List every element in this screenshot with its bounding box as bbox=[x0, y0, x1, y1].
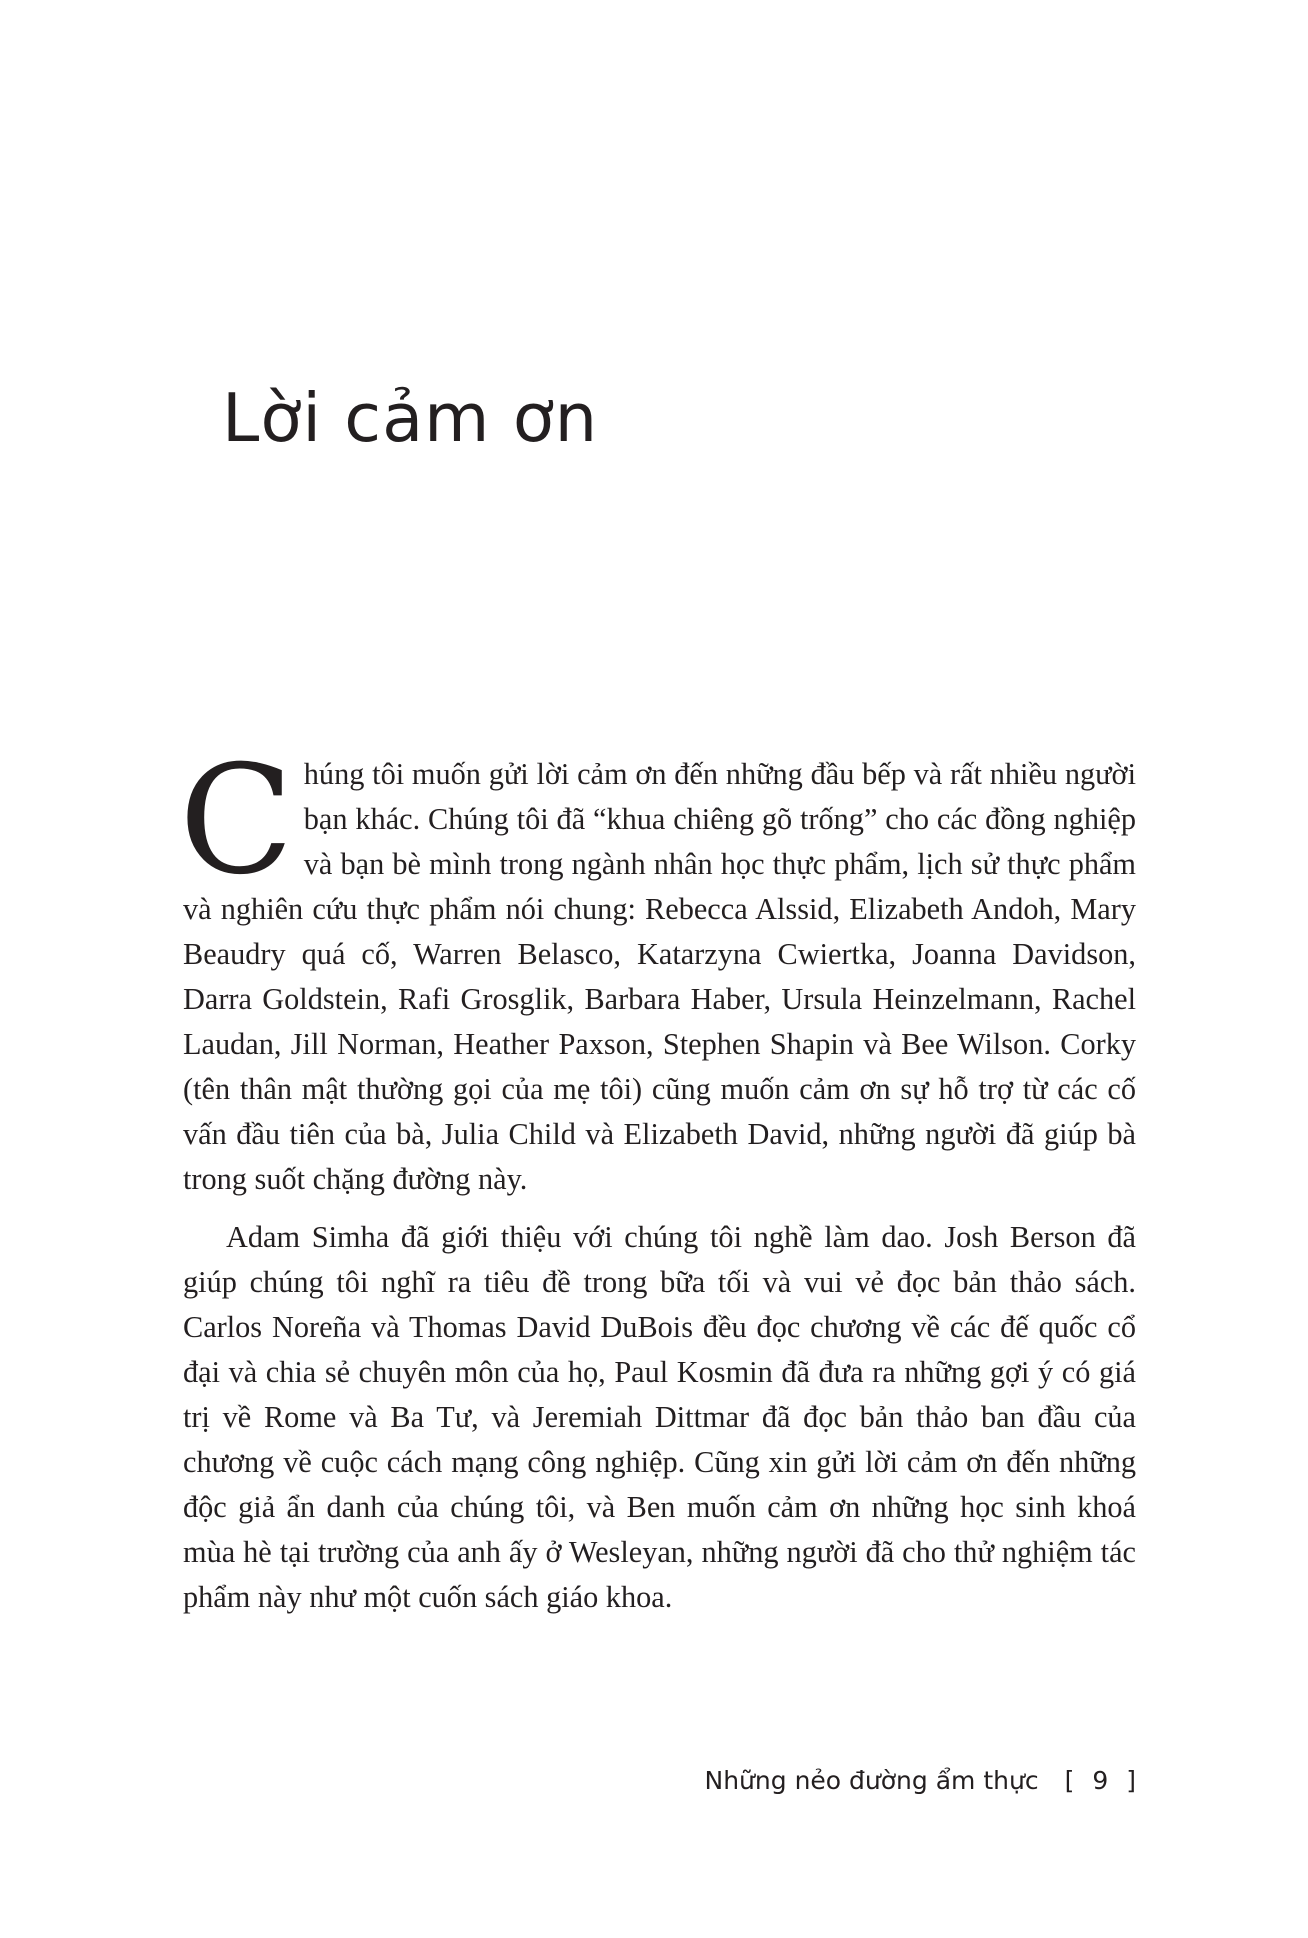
paragraph-2 bbox=[183, 1215, 1136, 1620]
body-text bbox=[179, 734, 1136, 1620]
footer-open-bracket: [ bbox=[1064, 1766, 1075, 1795]
running-footer bbox=[705, 1766, 1136, 1796]
paragraph-1 bbox=[179, 734, 1136, 1202]
page-number: 9 bbox=[1092, 1766, 1109, 1795]
paragraph-2-text: Adam Simha đã giới thiệu với chúng tôi nghề làm dao. Josh Berson đã giúp chúng tôi nghĩ ra tiêu đề trong bữa tối và vui vẻ đọc bản thảo sách. Carlos Noreña và Thomas David DuBois đều đọc chương về các đế quốc cổ đại và chia sẻ chuyên môn của họ, Paul Kosmin đã đưa ra những gợi ý có giá trị về Rome và Ba Tư, và Jeremiah Dittmar đã đọc bản thảo ban đầu của chương về cuộc cách mạng công nghiệp. Cũng xin gửi lời cảm ơn đến những độc giả ẩn danh của chúng tôi, và Ben muốn cảm ơn những học sinh khoá mùa hè tại trường của anh ấy ở Wesleyan, những người đã cho thử nghiệm tác phẩm này như một cuốn sách giáo khoa. bbox=[183, 1220, 1136, 1614]
drop-cap: C bbox=[179, 734, 294, 908]
footer-close-bracket: ] bbox=[1126, 1766, 1136, 1795]
footer-book-title: Những nẻo đường ẩm thực bbox=[704, 1766, 1039, 1795]
paragraph-1-text: húng tôi muốn gửi lời cảm ơn đến những đầu bếp và rất nhiều người bạn khác. Chúng tôi đã “khua chiêng gõ trống” cho các đồng nghiệp và bạn bè mình trong ngành nhân học thực phẩm, lịch sử thực phẩm và nghiên cứu thực phẩm nói chung: Rebecca Alssid, Elizabeth Andoh, Mary Beaudry quá cố, Warren Belasco, Katarzyna Cwiertka, Joanna Davidson, Darra Goldstein, Rafi Grosglik, Barbara Haber, Ursula Heinzelmann, Rachel Laudan, Jill Norman, Heather Paxson, Stephen Shapin và Bee Wilson. Corky (tên thân mật thường gọi của mẹ tôi) cũng muốn cảm ơn sự hỗ trợ từ các cố vấn đầu tiên của bà, Julia Child và Elizabeth David, những người đã giúp bà trong suốt chặng đường này. bbox=[183, 757, 1136, 1196]
chapter-title: Lời cảm ơn bbox=[222, 379, 599, 457]
